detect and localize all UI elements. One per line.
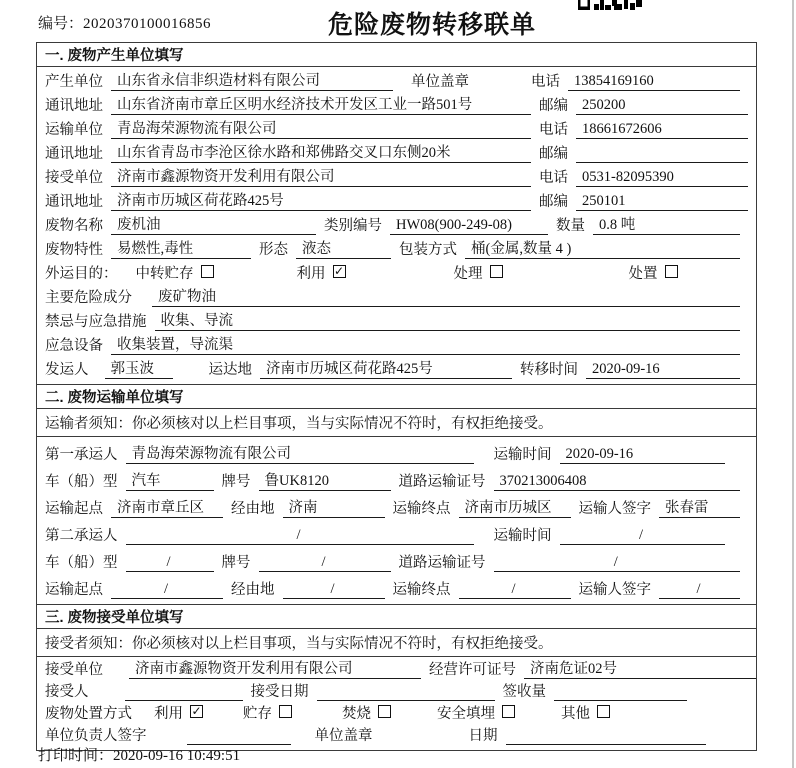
checkbox-option: [454, 262, 503, 283]
checkbox-label: 焚烧: [342, 706, 371, 722]
field-label: 通讯地址: [45, 98, 103, 114]
field-label: 禁忌与应急措施: [45, 314, 147, 330]
field-label: 经营许可证号: [429, 662, 516, 678]
field-label: 产生单位: [45, 74, 103, 90]
field-value: 汽车: [126, 469, 214, 491]
field-value: 0531-82095390: [576, 169, 748, 187]
field-value: 250101: [576, 193, 748, 211]
form-row: [45, 520, 748, 547]
field-value: /: [259, 554, 391, 572]
field-value: 2020-09-16: [586, 361, 740, 379]
section-producer-header: 一. 废物产生单位填写: [37, 43, 756, 67]
checkbox-option: [437, 702, 515, 723]
field-label: 日期: [468, 728, 498, 744]
form-row: [45, 333, 748, 357]
field-value: 液态: [296, 237, 391, 259]
manifest-form-table: [36, 42, 757, 751]
form-row: [45, 141, 748, 165]
field-label: 第二承运人: [45, 528, 118, 544]
checkbox-unchecked-icon: [378, 705, 391, 718]
field-value: [506, 744, 706, 745]
transporter-notice: 运输者须知：你必须核对以上栏目事项，当与实际情况不符时，有权拒绝接受。: [37, 409, 756, 437]
form-row: [45, 547, 748, 574]
field-label: 电话: [531, 74, 560, 90]
field-label: 发运人: [45, 362, 89, 378]
checkbox-label: 利用: [296, 266, 326, 282]
checkbox-unchecked-icon: [502, 705, 515, 718]
serial-value: 2020370100016856: [83, 16, 212, 32]
form-row: [45, 261, 748, 285]
form-row: [45, 309, 748, 333]
checkbox-unchecked-icon: [201, 265, 214, 278]
field-label: 经由地: [231, 501, 275, 517]
field-label: 运输终点: [392, 582, 451, 598]
page-title: 危险废物转移联单: [328, 11, 537, 39]
field-label: 外运目的：: [45, 266, 118, 282]
field-label: 运输起点: [45, 501, 103, 517]
checkbox-unchecked-icon: [665, 265, 678, 278]
section-transporter-body: [37, 437, 756, 604]
field-value: 济南市历城区荷花路425号: [260, 357, 512, 379]
field-label: 单位盖章: [314, 728, 373, 744]
field-label: 邮编: [539, 98, 568, 114]
serial-label: 编号：: [38, 16, 84, 32]
form-row: [45, 659, 748, 681]
field-value: 张春雷: [659, 496, 740, 518]
field-value: 山东省济南市章丘区明水经济技术开发区工业一路501号: [111, 93, 531, 115]
field-label: 运输人签字: [578, 501, 651, 517]
field-value: 济南市鑫源物资开发利用有限公司: [129, 657, 421, 679]
field-label: 通讯地址: [45, 194, 103, 210]
field-label: 转移时间: [520, 362, 578, 378]
field-value: 郭玉波: [105, 357, 173, 379]
section-receiver-body: [37, 657, 756, 750]
field-value: 鲁UK8120: [259, 469, 391, 491]
form-row: [45, 574, 748, 601]
form-row: [45, 285, 748, 309]
field-value: 济南市历城区荷花路425号: [111, 189, 531, 211]
field-value: 青岛海荣源物流有限公司: [126, 442, 474, 464]
field-value: [554, 700, 687, 701]
field-label: 应急设备: [45, 338, 103, 354]
checkbox-unchecked-icon: [490, 265, 503, 278]
field-label: 签收量: [502, 684, 546, 700]
field-value: 18661672606: [576, 121, 748, 139]
field-label: 车（船）型: [45, 555, 118, 571]
field-label: 运输起点: [45, 582, 103, 598]
field-label: 邮编: [539, 194, 568, 210]
receiver-notice: 接受者须知：你必须核对以上栏目事项，当与实际情况不符时，有权拒绝接受。: [37, 629, 756, 657]
field-label: 接受单位: [45, 170, 103, 186]
page-edge-line: [792, 0, 794, 768]
field-label: 废物名称: [45, 218, 103, 234]
form-row: [45, 439, 748, 466]
field-value: 0.8 吨: [593, 213, 740, 235]
field-label: 接受日期: [250, 684, 309, 700]
field-label: 通讯地址: [45, 146, 103, 162]
serial-number: [38, 12, 211, 33]
field-label: 经由地: [231, 582, 275, 598]
field-value: 桶(金属,数量 4 ): [465, 237, 740, 259]
field-label: 运输时间: [493, 447, 552, 463]
field-value: 收集、导流: [155, 309, 741, 331]
checkbox-option: [561, 702, 610, 723]
form-row: [45, 466, 748, 493]
checkbox-option: [629, 262, 678, 283]
checkbox-label: 利用: [154, 706, 183, 722]
field-label: 单位负责人签字: [45, 728, 147, 744]
field-value: 山东省青岛市李沧区徐水路和郑佛路交叉口东侧20米: [111, 141, 531, 163]
print-timestamp: [38, 744, 240, 765]
field-label: 牌号: [221, 474, 251, 490]
form-row: [45, 117, 748, 141]
field-label: 废物处置方式: [45, 706, 132, 722]
field-value: 青岛海荣源物流有限公司: [111, 117, 531, 139]
field-value: HW08(900-249-08): [390, 217, 548, 235]
checkbox-checked-icon: ✓: [191, 704, 202, 718]
section-transporter: [37, 385, 756, 605]
field-value: 2020-09-16: [560, 446, 725, 464]
field-label: 数量: [556, 218, 585, 234]
field-value: /: [126, 527, 474, 545]
field-label: 道路运输证号: [398, 474, 486, 490]
section-producer: [37, 43, 756, 385]
field-label: 接受单位: [45, 662, 103, 678]
checkbox-label: 处理: [453, 266, 483, 282]
field-value: [125, 700, 243, 701]
field-label: 车（船）型: [45, 474, 118, 490]
form-row: [45, 189, 748, 213]
checkbox-option: [136, 262, 214, 283]
form-row: [45, 703, 748, 725]
checkbox-option: [297, 262, 346, 283]
checkbox-option: [243, 702, 292, 723]
field-value: 13854169160: [568, 73, 740, 91]
field-label: 电话: [539, 122, 568, 138]
field-value: 收集装置，导流渠: [111, 333, 740, 355]
field-value: /: [560, 527, 725, 545]
field-value: 易燃性,毒性: [111, 237, 251, 259]
form-row: [45, 213, 748, 237]
checkbox-label: 中转贮存: [135, 266, 194, 282]
field-label: 邮编: [539, 146, 568, 162]
field-label: 电话: [539, 170, 568, 186]
field-label: 运达地: [208, 362, 252, 378]
section-receiver-header: 三. 废物接受单位填写: [37, 605, 756, 629]
section-producer-body: [37, 67, 756, 384]
field-label: 废物特性: [45, 242, 103, 258]
field-value: [576, 162, 748, 163]
field-value: 废矿物油: [152, 285, 740, 307]
section-receiver: [37, 605, 756, 750]
field-value: 济南危证02号: [524, 657, 756, 679]
field-label: 运输单位: [45, 122, 103, 138]
field-value: 370213006408: [494, 473, 741, 491]
form-row: [45, 357, 748, 381]
field-value: 250200: [576, 97, 748, 115]
field-value: /: [111, 581, 223, 599]
print-time-value: 2020-09-16 10:49:51: [113, 748, 241, 764]
field-value: /: [459, 581, 571, 599]
section-transporter-header: 二. 废物运输单位填写: [37, 385, 756, 409]
field-label: 牌号: [221, 555, 251, 571]
checkbox-label: 贮存: [243, 706, 272, 722]
checkbox-label: 安全填埋: [437, 706, 495, 722]
form-row: [45, 493, 748, 520]
field-label: 道路运输证号: [398, 555, 486, 571]
checkbox-unchecked-icon: [597, 705, 610, 718]
form-row: [45, 165, 748, 189]
field-value: 济南市历城区: [459, 496, 571, 518]
field-value: /: [283, 581, 385, 599]
form-row: [45, 681, 748, 703]
print-time-label: 打印时间：: [38, 748, 114, 764]
checkbox-unchecked-icon: [279, 705, 292, 718]
field-label: 运输人签字: [578, 582, 651, 598]
checkbox-option: [154, 702, 203, 723]
field-value: 济南市鑫源物资开发利用有限公司: [111, 165, 531, 187]
static-text: 单位盖章: [411, 74, 469, 90]
field-value: 山东省永信非织造材料有限公司: [111, 69, 393, 91]
field-value: 济南: [283, 496, 385, 518]
field-label: 运输终点: [392, 501, 451, 517]
field-label: 包装方式: [399, 242, 457, 258]
field-label: 类别编号: [324, 218, 382, 234]
form-row: [45, 237, 748, 261]
field-value: /: [494, 554, 741, 572]
form-row: [45, 69, 748, 93]
field-value: 济南市章丘区: [111, 496, 223, 518]
field-label: 接受人: [45, 684, 89, 700]
checkbox-label: 其他: [561, 706, 590, 722]
checkbox-checked-icon: ✓: [333, 264, 345, 278]
field-label: 第一承运人: [45, 447, 118, 463]
field-label: 主要危险成分: [45, 290, 132, 306]
field-value: [317, 700, 495, 701]
field-label: 运输时间: [493, 528, 552, 544]
qr-code-fragment: [578, 0, 642, 10]
field-value: /: [126, 554, 214, 572]
checkbox-option: [342, 702, 391, 723]
field-value: /: [659, 581, 740, 599]
checkbox-label: 处置: [628, 266, 658, 282]
form-row: [45, 93, 748, 117]
field-value: 废机油: [111, 213, 316, 235]
field-label: 形态: [259, 242, 288, 258]
